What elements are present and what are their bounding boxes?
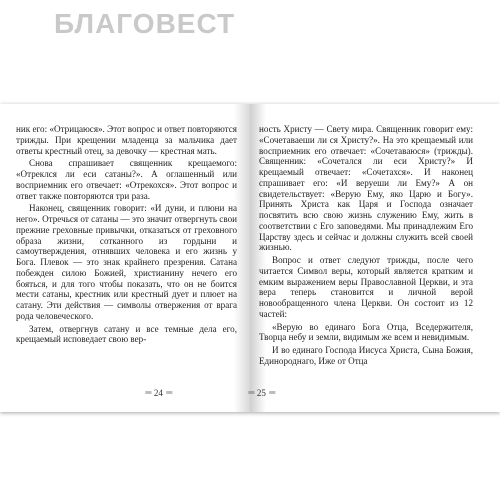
left-page-number: 24 [153, 388, 163, 398]
right-paragraph: «Верую во единаго Бога Отца, Вседержителя, Творца небу и земли, видимым же всем и невидимым. [259, 321, 473, 343]
folio-ornament: ≡≡ [248, 389, 254, 397]
right-page-text [259, 124, 473, 386]
right-page-number: 25 [256, 388, 266, 398]
left-paragraph: ник его: «Отрицаюся». Этот вопрос и ответ повторяются трижды. При крещении младенца за мальчика дает ответы крестный отец, за девочку — крестная мать. [16, 124, 237, 156]
left-paragraph: Затем, отвергнув сатану и все темные дела его, крещаемый исповедает свою вер- [16, 323, 237, 345]
book-spread [0, 104, 500, 412]
watermark-logo: БЛАГОВЕСТ [54, 8, 236, 39]
folio-ornament: ≡≡ [268, 389, 275, 397]
right-paragraph: И во единаго Господа Иисуса Христа, Сына Божия, Единороднаго, Иже от Отца [259, 345, 473, 366]
right-paragraph: ность Христу — Свету мира. Священник говорит ему: «Сочетаваеши ли ся Христу?». На это крещаемый или восприемник его отвечает: «Сочетаваюся» (трижды). Священник: «Сочетался ли еси Христу?» И крещаемый отвечает: «Сочетахся». И наконец спрашивает его: «И веруеши ли Ему?» А он свидетельствует: «Верую Ему, яко Царю и Богу». Принять Христа как Царя и Господа означает посвятить всю свою жизнь служению Ему, жить в соответствии с Его заповедями. Мы принадлежим Его Царству здесь и сейчас и должны служить всей своей жизнью. [259, 124, 473, 253]
left-page-number-folio [145, 388, 172, 398]
right-paragraph: Вопрос и ответ следуют трижды, после чего читается Символ веры, который является кратким и емким выражением веры Православной Церкви, и эта вера теперь становится и личной верой новообращенного члена Церкви. Он состоит из 12 частей: [259, 255, 473, 319]
folio-ornament: ≡≡ [145, 389, 151, 397]
left-paragraph: Снова спрашивает священник крещаемого: «Отреклся ли еси сатаны?». А оглашенный или восприемник его отвечает: «Отрекохся». Этот вопрос и ответ также повторяются три раза. [16, 158, 237, 201]
folio-ornament: ≡≡ [165, 389, 172, 397]
left-page-text [16, 124, 237, 386]
left-paragraph: Наконец, священник говорит: «И дуни, и плюни на него». Отречься от сатаны — это значит отвергнуть свои прежние греховные привычки, отказаться от греховного образа жизни, сотканного из гордыни и самоутверждения, отнявших человека и его жизнь у Бога. Плевок — это знак крайнего презрения. Сатана побежден силою Божией, христианину нечего его бояться, и для того чтобы показать, что он не боится мести сатаны, крестник или крестный дует и плюет на сатану. Эти действия — символы отвержения от врага рода человеческого. [16, 203, 237, 321]
right-page-number-folio [248, 388, 275, 398]
